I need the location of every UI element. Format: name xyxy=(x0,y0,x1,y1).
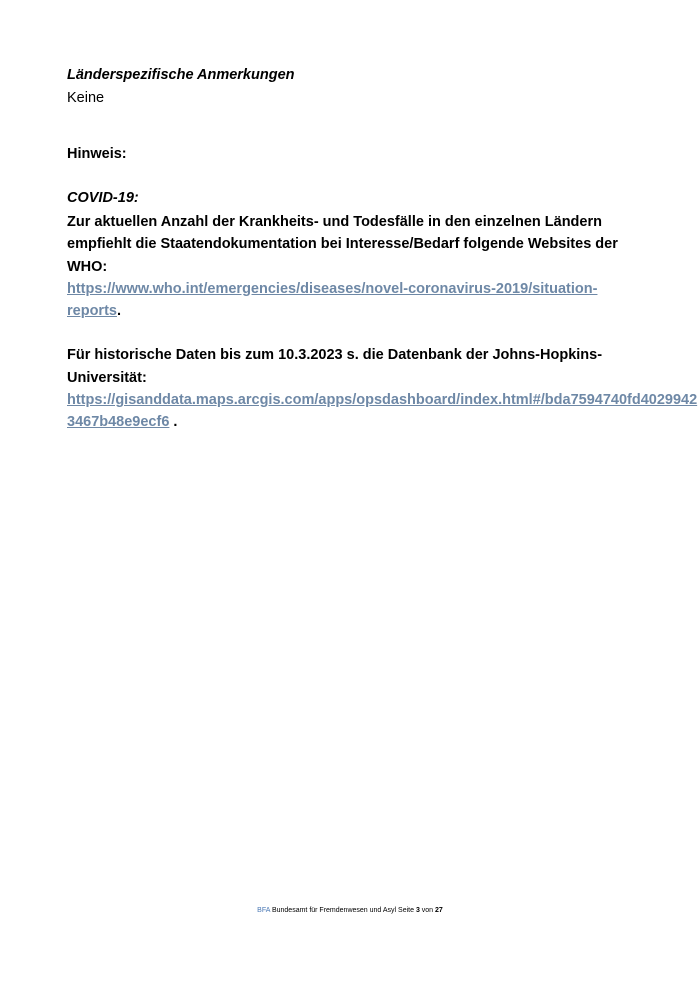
section-value: Keine xyxy=(67,90,105,106)
jhu-text: Für historische Daten bis zum 10.3.2023 s. die Datenbank der Johns-Hopkins-Universität: xyxy=(67,347,603,386)
jhu-paragraph xyxy=(67,344,698,433)
hinweis-label: Hinweis: xyxy=(67,146,127,162)
page-footer xyxy=(0,906,700,915)
footer-page-number: 3 xyxy=(415,907,420,914)
footer-of: von xyxy=(419,907,436,914)
who-text: Zur aktuellen Anzahl der Krankheits- und Todesfälle in den einzelnen Ländern empfiehlt die Staatendokumentation bei Interesse/Bedarf folgende Websites der WHO: xyxy=(67,214,618,275)
jhu-link-part1[interactable]: https://gisanddata.maps.arcgis.com/apps/opsdashboard/index.html#/bda7594740fd4029942 xyxy=(67,392,698,409)
who-paragraph xyxy=(67,211,637,322)
footer-org: Bundesamt für Fremdenwesen und Asyl Seite xyxy=(270,907,416,914)
covid-label: COVID-19: xyxy=(67,190,139,206)
section-title: Länderspezifische Anmerkungen xyxy=(67,67,295,83)
footer-total-pages: 27 xyxy=(435,907,443,914)
who-link[interactable]: https://www.who.int/emergencies/diseases/novel-coronavirus-2019/situation-reports xyxy=(67,280,598,320)
document-body xyxy=(67,66,698,434)
who-link-suffix: . xyxy=(116,303,121,320)
footer-brand: BFA xyxy=(257,907,271,914)
jhu-link-part2[interactable]: 3467b48e9ecf6 xyxy=(67,414,170,431)
jhu-link-suffix: . xyxy=(169,414,178,431)
